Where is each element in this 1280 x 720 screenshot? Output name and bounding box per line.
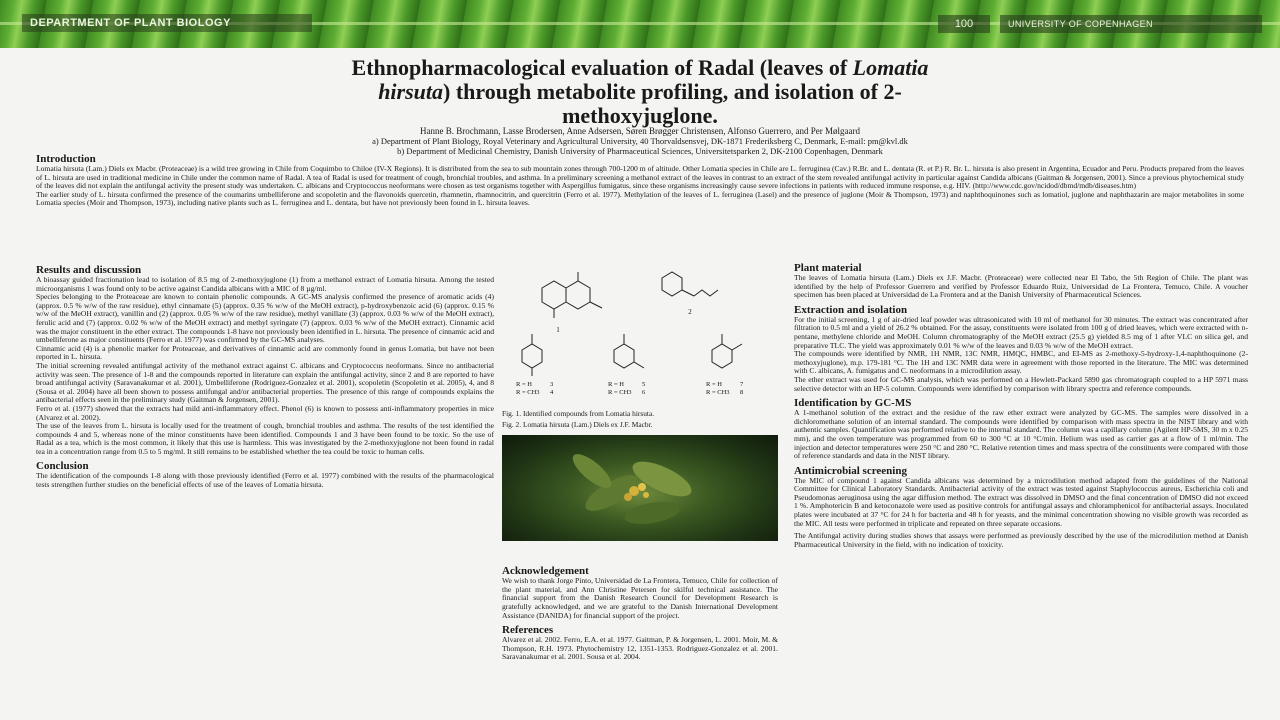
title-italic: hirsuta — [378, 79, 444, 104]
r-label: R = H — [516, 381, 532, 388]
structures-drawing — [502, 258, 778, 408]
plant-material-paragraph: The leaves of Lomatia hirsuta (Lam.) Diels ex J.F. Macbr. (Proteaceae) were collected near El Tabo, the 5th Region of Chile. The plant was identified by the help of Professor Guerrero and verified by Professor Eduardo Ruiz, Universidad de La Frontera, Temuco, Chile. A voucher specimen has been placed at Universidad de La Frontera and at the Danish University of Pharmaceutical Sciences. — [794, 273, 1248, 300]
final-note: The Antifungal activity during studies shows that assays were performed as previously described by the use of the microdilution method at Danish Pharmaceutical University in the field, with no indication of toxicity. — [794, 531, 1248, 549]
introduction-heading: Introduction — [36, 153, 96, 165]
ring-4 — [614, 344, 634, 368]
results-paragraph: A bioassay guided fractionation lead to isolation of 8.5 mg of 2-methoxyjuglone (1) from a methanol extract of Lomatia hirsuta. Among the tested microorganisms 1 was found only to be active against Candida albicans with a MIC of 8 µg/ml. — [36, 275, 494, 293]
conclusion-paragraph: The identification of the compounds 1-8 along with those previously identified (Ferro et al. 1977) combined with the results of the pharmacological tests strengthen further studies on the beneficial effects of use of the leaves of Lomatia hirsuta. — [36, 471, 494, 490]
compound-label: 3 — [550, 381, 554, 388]
r-label: R = CH3 — [706, 389, 730, 396]
anniversary-logo: 100 — [938, 15, 990, 33]
plant-photo — [502, 435, 778, 541]
results-paragraph: The initial screening revealed antifungal activity of the methanol extract against C. albicans and Cryptococcus neoformans. Since no antibacterial activity was seen. The presence of 1-8 and the compounds reported in literature can explain the antifungal activity, since 2 and 8 are reported to have broad antifungal activity (Saravanakumar et al. 2001), Umbelliferone (Rodriguez-Gonzalez et al. 2001), scopoletin (Scopoletin et al. 2005), 4, and 8 (Sousa et al. 2004) have all been shown to possess antifungal and/or antibacterial properties. The presence of this range of compounds explains the antibacterial effects seen in the preliminary study (Gaitman & Jorgensen, 2001). — [36, 360, 494, 405]
extraction-paragraph: The compounds were identified by NMR, 1H NMR, 13C NMR, HMQC, HMBC, and EI-MS as 2-methoxy-5-hydroxy-1,4-naphthoquinone (2-methoxyjuglone), m.p. 179-181 °C. The 1H and 13C NMR data were in agreement with those reported in the literature. The MIC was determined with C. albicans, A. fumigatus and C. neoformans in a microdilution assay. — [794, 349, 1248, 376]
antimicrobial-paragraph: The MIC of compound 1 against Candida albicans was determined by a microdilution method adapted from the guidelines of the National Committee for Clinical Laboratory Standards. Antibacterial activity of the extract was tested against Staphylococcus aureus, Escherichia coli and Pseudomonas aeruginosa using the agar diffusion method. The extract was dissolved in DMSO and the final concentration of DMSO did not exceed 1 %. Amphotericin B and ketoconazole were used as positive controls for antifungal assays and chloramphenicol for antibacterial assays. Inoculated plates were incubated at 37 °C for 24 h for bacteria and 48 h for yeasts, and the minimal concentration showing no visible growth was recorded as the MIC. All tests were performed in triplicate and repeated on three separate occasions. — [794, 475, 1248, 528]
bond — [590, 302, 602, 308]
compound-label: 5 — [642, 381, 646, 388]
header-banner — [0, 0, 1280, 48]
right-column — [794, 262, 1248, 549]
extraction-paragraph: For the initial screening, 1 g of air-dried leaf powder was ultrasonicated with 10 ml of methanol for 30 minutes. The extract was concentrated after filtration to 0.5 ml and a yield of 26.2 % obtained. For the assay, constituents were isolated from 100 g of dried leaves, which were extracted with n-pentane, methylene chloride and MeOH. Column chromatography of the MeOH extract (25.5 g) yielded 8.5 mg of 1 after VLC on silica gel, and preparative TLC. The yield was approximately 0.01 % w/w of the leaves and 0.03 % w/w of the MeOH extract. — [794, 314, 1248, 350]
author-list: Hanne B. Brochmann, Lasse Brodersen, Anne Adsersen, Søren Brøgger Christensen, Alfonso Guerrero, and Per Mølgaard — [420, 126, 860, 136]
university-label: UNIVERSITY OF COPENHAGEN — [1000, 15, 1262, 33]
extraction-paragraph: The ether extract was used for GC-MS analysis, which was performed on a Hewlett-Packard 5890 gas chromatograph coupled to a HP 5971 mass selective detector with an HP-5 column. Compounds were identified by comparison with library spectra and reference compounds. — [794, 374, 1248, 393]
ring-1b — [566, 281, 590, 309]
r-label: R = CH3 — [608, 389, 632, 396]
results-paragraph: Ferro et al. (1977) showed that the extracts had mild anti-inflammatory effect. Phenol (6) is known to possess anti-inflammatory properties in mice (Alvarez et al. 2002). — [36, 403, 494, 422]
plant-material-heading: Plant material — [794, 262, 862, 274]
bond — [732, 344, 742, 350]
introduction-section — [36, 153, 1244, 208]
r-label: R = CH3 — [516, 389, 540, 396]
side-chain — [694, 290, 718, 296]
acknowledgement-paragraph: We wish to thank Jorge Pinto, Universidad de La Frontera, Temuco, Chile for collection of the plant material, and Ann Christine Petersen for skilful technical assistance. The financial support from the Danish Research Council for Development Research is gratefully acknowledged, and we are grateful to the Danish International Development Assistance (DANIDA) for financial support of the project. — [502, 576, 778, 620]
title-part: ) through metabolite profiling, and isolation of 2- — [443, 79, 902, 104]
compound-label: 2 — [688, 308, 692, 316]
department-label: DEPARTMENT OF PLANT BIOLOGY — [22, 14, 312, 32]
acknowledgement-section — [502, 565, 778, 662]
compound-label: 7 — [740, 381, 744, 388]
poster-title — [60, 56, 1220, 128]
title-part: methoxyjuglone. — [562, 103, 718, 128]
flower — [638, 483, 646, 491]
conclusion-heading: Conclusion — [36, 460, 89, 473]
results-paragraph: Species belonging to the Proteaceae are known to contain phenolic compounds. A GC-MS analysis confirmed the presence of aromatic acids (4) (approx. 0.5 % w/w of the raw residue), ethyl cinnamate (5) (approx. 0.35 % w/w of the MeOH extract), p-hydroxybenzoic acid (6) (approx. 0.15 % w/w of the MeOH extract), vanillin and (2) (approx. 0.05 % w/w of the raw residue), methyl vanillate (3) (approx. 0.03 % w/w of the MeOH extract), ferulic acid and (7) (approx. 0.02 % w/w of the MeOH extract) and methyl syringate (7) (approx. 0.03 % w/w of the MeOH extract). Cinnamic acid was the major constituent in the ether extract. The compounds 1-8 have not previously been identified in L. hirsuta. The presence of cinnamic acid and umbelliferone as major constituents (Ferro et al. 1977) was confirmed by the GC-MS analyses. — [36, 292, 494, 345]
middle-column — [502, 258, 778, 662]
leaf — [623, 498, 682, 527]
compound-label: 8 — [740, 389, 744, 396]
antimicrobial-heading: Antimicrobial screening — [794, 464, 907, 477]
references-paragraph: Alvarez et al. 2002. Ferro, E.A. et al. 1977. Gaitman, P. & Jorgensen, L. 2001. Moir, M. & Thompson, R.H. 1973. Phytochemistry 12, 1351-1353. Rodriguez-Gonzalez et al. 2001. Saravanakumar et al. 2001. Sousa et al. 2004. — [502, 635, 778, 662]
leaf — [568, 449, 616, 494]
acknowledgement-heading: Acknowledgement — [502, 565, 589, 578]
ring-2 — [662, 272, 682, 296]
ring-5 — [712, 344, 732, 368]
intro-paragraph: Lomatia hirsuta (Lam.) Diels ex Macbr. (Proteaceae) is a wild tree growing in Chile from Coquimbo to Chiloe (IV-X Regions). It is distributed from the sea to sub mountain zones through 700-1200 m of altitude. Other Lomatia species in Chile are L. ferruginea (Cav.) R.Br. and L. dentata (R. et P.) R. Br. L. hirsuta is also present in Argentina, Ecuador and Peru. Products prepared from the leaves of L. hirsuta are used in traditional medicine in Chile under the common name of Radal. A tea of Radal is used for treatment of cough, bronchial troubles, and asthma. In a preliminary screening a methanol extract of the leaves in contrast to an extract of the stem revealed antifungal activity in particular against Candida albicans (Gaitman & Jorgensen, 2001). Since a previous phytochemical study of the leaves did not explain the antifungal activity the present study was undertaken. C. albicans and Cryptococcus neoformans were chosen as test organisms together with Aspergillus fumigatus, since these organisms increasingly cause severe infections in patients with reduced immune response, e.g. HIV. (http://www.cdc.gov/ncidod/dbmd/mdb/diseases.htm) — [36, 164, 1244, 191]
references-heading: References — [502, 624, 554, 637]
results-heading: Results and discussion — [36, 264, 142, 276]
left-column — [36, 264, 494, 490]
title-italic: Lomatia — [852, 55, 929, 80]
r-label: R = H — [608, 381, 624, 388]
affiliation-a: a) Department of Plant Biology, Royal Veterinary and Agricultural University, 40 Thorvaldsensvej, DK-1871 Frederiksberg C, Denmark, E-mail: pm@kvl.dk — [372, 136, 908, 146]
flower — [624, 493, 632, 501]
ring-3 — [522, 344, 542, 368]
figure-caption-photo: Fig. 2. Lomatia hirsuta (Lam.) Diels ex J.F. Macbr. — [502, 419, 653, 429]
compound-label: 1 — [556, 326, 560, 334]
plant-photo-drawing — [502, 435, 778, 541]
r-label: R = H — [706, 381, 722, 388]
title-part: Ethnopharmacological evaluation of Radal (leaves of — [351, 55, 853, 80]
compound-label: 4 — [550, 389, 554, 396]
flower — [643, 492, 649, 498]
ring-1a — [542, 281, 566, 309]
affiliation-b: b) Department of Medicinal Chemistry, Danish University of Pharmaceutical Sciences, Universitetsparken 2, DK-2100 Copenhagen, Denmark — [397, 145, 883, 156]
bond — [634, 362, 644, 368]
extraction-heading: Extraction and isolation — [794, 303, 908, 316]
identification-paragraph: A 1-methanol solution of the extract and the residue of the raw ether extract were analyzed by GC-MS. The samples were dissolved in a dichloromethane solution of an internal standard. The compounds were identified by comparison with mass spectra in the NIST library and with authentic samples. Quantification was performed relative to the internal standard. The column was a capillary column (Agilent HP-5MS, 30 m x 0.25 mm), and the oven temperature was programmed from 60 to 300 °C at 10 °C/min. Helium was used as carrier gas at a flow of 1 ml/min. The injection and detector temperatures were 250 °C and 280 °C. Relative retention times and mass spectra of the constituents were compared with those of reference standards and data in the NIST library. — [794, 408, 1248, 461]
intro-paragraph: The earlier study of L. hirsuta confirmed the presence of the coumarins umbelliferone and scopoletin and the flavonoids quercetin, rhamnetin, rhamnocitrin, and quercitrin (Ferro et al. 1977). Methylation of the leaves of L. ferruginea (Lasel) and the presence of juglone (Moir & Thompson, 1973) and naphthoquinones such as lomatiol, juglone and naphthazarin are major metabolites in some Lomatia species (Moir and Thompson, 1973), including native plants such as L. ferruginea and L. dentata, but have not previously been found in L. hirsuta leaves. — [36, 189, 1244, 208]
figure-caption-compounds: Fig. 1. Identified compounds from Lomatia hirsuta. — [502, 409, 655, 418]
results-paragraph: Cinnamic acid (4) is a phenolic marker for Proteaceae, and derivatives of cinnamic acid are commonly found in genus Lomatia, but have not been reported in L. hirsuta. — [36, 343, 494, 362]
identification-heading: Identification by GC-MS — [794, 397, 912, 410]
bond — [682, 290, 694, 296]
results-paragraph: The use of the leaves from L. hirsuta is locally used for the treatment of cough, bronchial troubles and asthma. The results of the test identified the compounds 4 and 5, whereas none of the minor constituents have been identified. Compounds 1 and 3 have been found to be toxic. So the use of Radal as a tea, which is the most common, it likely that this use is harmless. This was investigated by the 2-methoxyjuglone not been found in radal tea in a concentration range from 0.5 to 5 mg/ml. It still remains to be established whether the tea could be toxic to human cells. — [36, 421, 494, 456]
compound-label: 6 — [642, 389, 646, 396]
compound-structures — [502, 258, 778, 408]
